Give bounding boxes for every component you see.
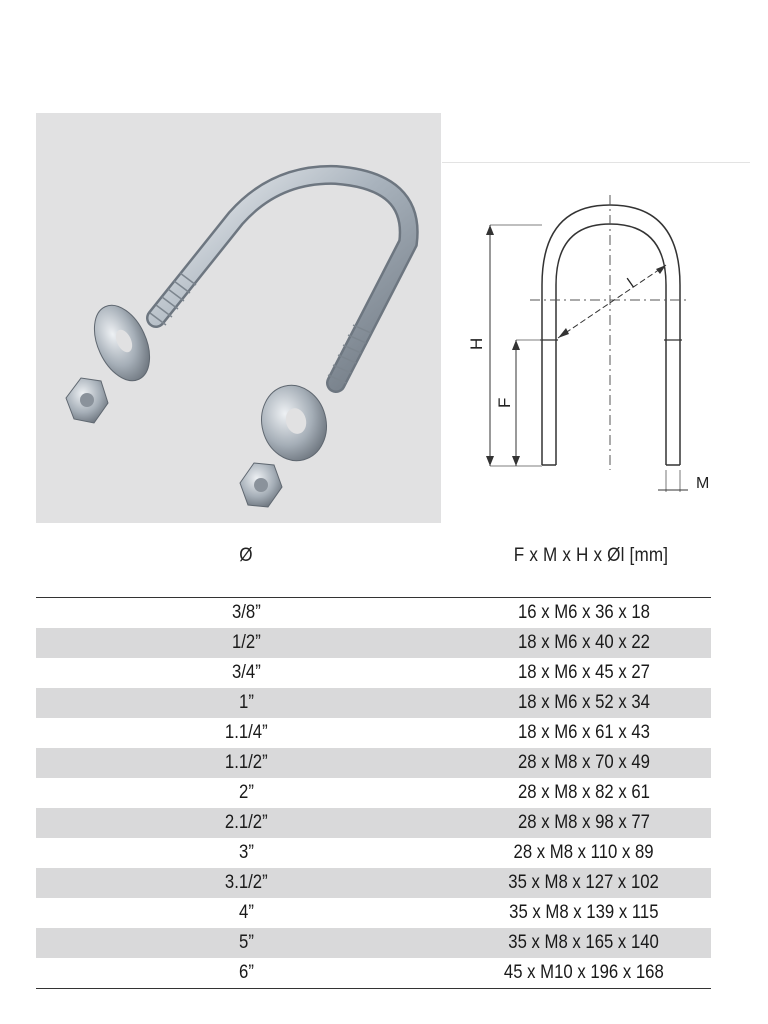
dimensions-cell: 35 x M8 x 165 x 140 (508, 932, 659, 953)
dim-label-h: H (467, 337, 486, 350)
u-bolt-illustration (36, 113, 441, 523)
technical-drawing (467, 190, 740, 500)
size-cell: 3.1/2” (224, 872, 268, 893)
dim-label-f: F (495, 397, 514, 408)
header-rule (442, 162, 750, 163)
size-cell: 3” (238, 842, 254, 863)
size-cell: 1.1/4” (224, 722, 268, 743)
dimensions-cell: 18 x M6 x 45 x 27 (517, 662, 650, 683)
size-cell: 6” (238, 962, 254, 983)
table-row (36, 748, 711, 778)
header-size: Ø (239, 545, 253, 566)
dim-label-m: M (696, 475, 710, 492)
dimensions-cell: 45 x M10 x 196 x 168 (503, 962, 664, 983)
header-dimensions: F x M x H x Øl [mm] (513, 545, 669, 566)
size-cell: 1” (238, 692, 254, 713)
size-cell: 5” (238, 932, 254, 953)
size-cell: 2.1/2” (224, 812, 268, 833)
spec-table (36, 597, 711, 989)
dimensions-cell: 28 x M8 x 70 x 49 (517, 752, 650, 773)
table-row (36, 628, 711, 658)
dim-label-l: l (624, 275, 638, 292)
size-cell: 4” (238, 902, 254, 923)
table-row (36, 928, 711, 958)
table-row (36, 838, 711, 868)
size-cell: 3/8” (231, 602, 261, 623)
table-row (36, 718, 711, 748)
table-row (36, 658, 711, 688)
dimensions-cell: 28 x M8 x 110 x 89 (513, 842, 654, 863)
table-row (36, 688, 711, 718)
size-cell: 3/4” (231, 662, 261, 683)
dimensions-cell: 35 x M8 x 139 x 115 (508, 902, 659, 923)
table-row (36, 898, 711, 928)
table-row (36, 598, 711, 628)
table-row (36, 868, 711, 898)
table-row (36, 958, 711, 988)
size-cell: 2” (238, 782, 254, 803)
size-cell: 1.1/2” (224, 752, 268, 773)
dimensions-cell: 18 x M6 x 40 x 22 (517, 632, 650, 653)
product-photo (36, 113, 441, 523)
dimensions-cell: 35 x M8 x 127 x 102 (508, 872, 659, 893)
dimensions-cell: 16 x M6 x 36 x 18 (517, 602, 650, 623)
dimensions-cell: 28 x M8 x 98 x 77 (517, 812, 650, 833)
dimensions-cell: 18 x M6 x 61 x 43 (517, 722, 650, 743)
size-cell: 1/2” (231, 632, 261, 653)
dimensions-cell: 28 x M8 x 82 x 61 (517, 782, 650, 803)
table-row (36, 808, 711, 838)
dimensions-cell: 18 x M6 x 52 x 34 (517, 692, 650, 713)
table-row (36, 778, 711, 808)
